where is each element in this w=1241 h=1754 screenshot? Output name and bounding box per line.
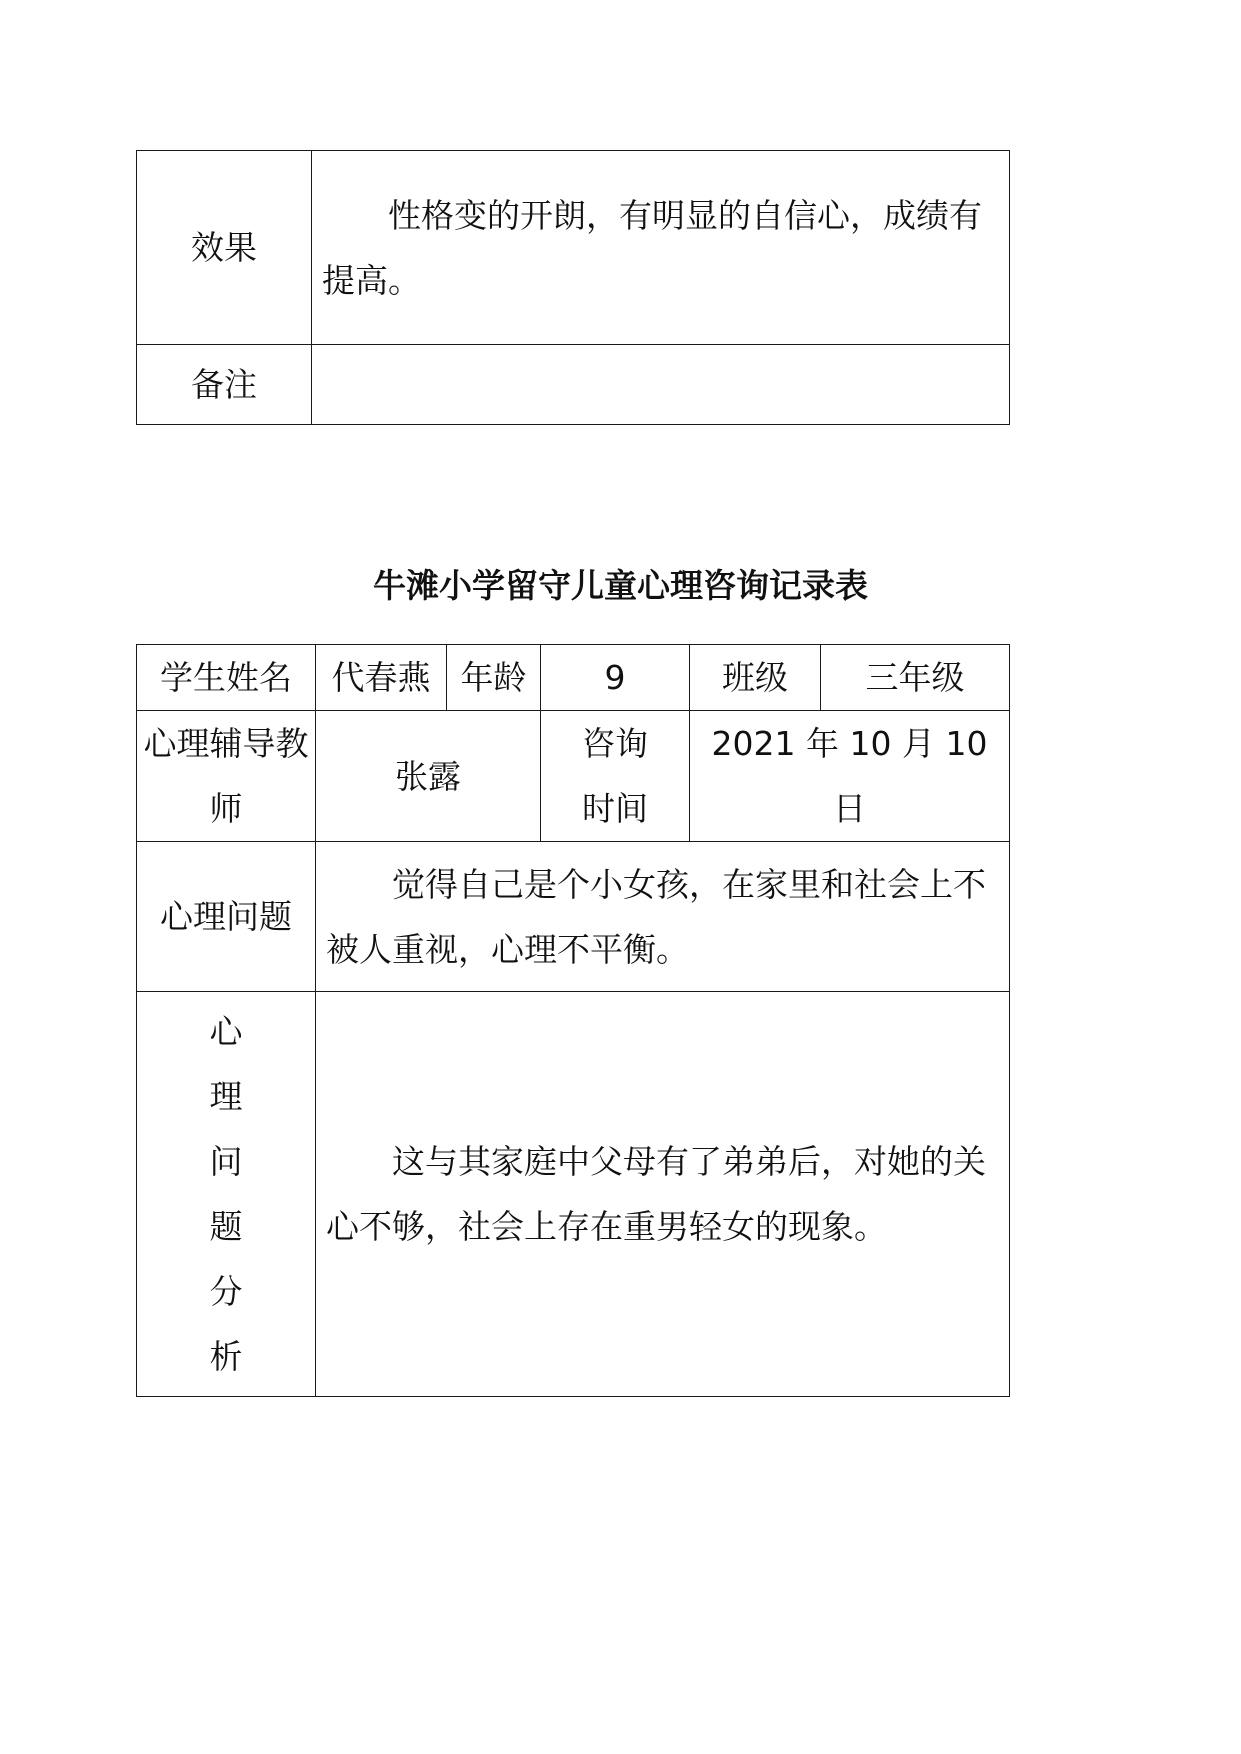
analysis-text: 这与其家庭中父母有了弟弟后，对她的关心不够，社会上存在重男轻女的现象。: [316, 992, 1010, 1397]
problem-label: 心理问题: [137, 842, 316, 992]
remark-label: 备注: [137, 345, 312, 425]
student-name: 代春燕: [316, 645, 447, 711]
age-label: 年龄: [447, 645, 541, 711]
analysis-label-char: 心: [209, 1012, 243, 1051]
analysis-label-char: 理: [209, 1077, 243, 1116]
teacher-label: 心理辅导教师: [137, 711, 316, 842]
class-label: 班级: [690, 645, 821, 711]
class-value: 三年级: [821, 645, 1010, 711]
analysis-label: [137, 992, 316, 1397]
counseling-record-table: [136, 644, 1010, 1397]
remark-value: [312, 345, 1010, 425]
time-value: 2021 年 10 月 10 日: [690, 711, 1010, 842]
student-name-label: 学生姓名: [137, 645, 316, 711]
analysis-label-char: 问: [209, 1142, 243, 1181]
analysis-label-char: 分: [209, 1272, 243, 1311]
analysis-label-char: 析: [209, 1337, 243, 1376]
time-label: 咨询时间: [541, 711, 690, 842]
teacher-value: 张露: [316, 711, 541, 842]
page-title: 牛滩小学留守儿童心理咨询记录表: [373, 566, 868, 605]
age-value: 9: [541, 645, 690, 711]
effect-label: 效果: [137, 151, 312, 345]
problem-text: 觉得自己是个小女孩，在家里和社会上不被人重视，心理不平衡。: [316, 842, 1010, 992]
analysis-label-char: 题: [209, 1207, 243, 1246]
effect-text: 性格变的开朗，有明显的自信心，成绩有提高。: [312, 151, 1010, 345]
record-table-continued: [136, 150, 1010, 425]
